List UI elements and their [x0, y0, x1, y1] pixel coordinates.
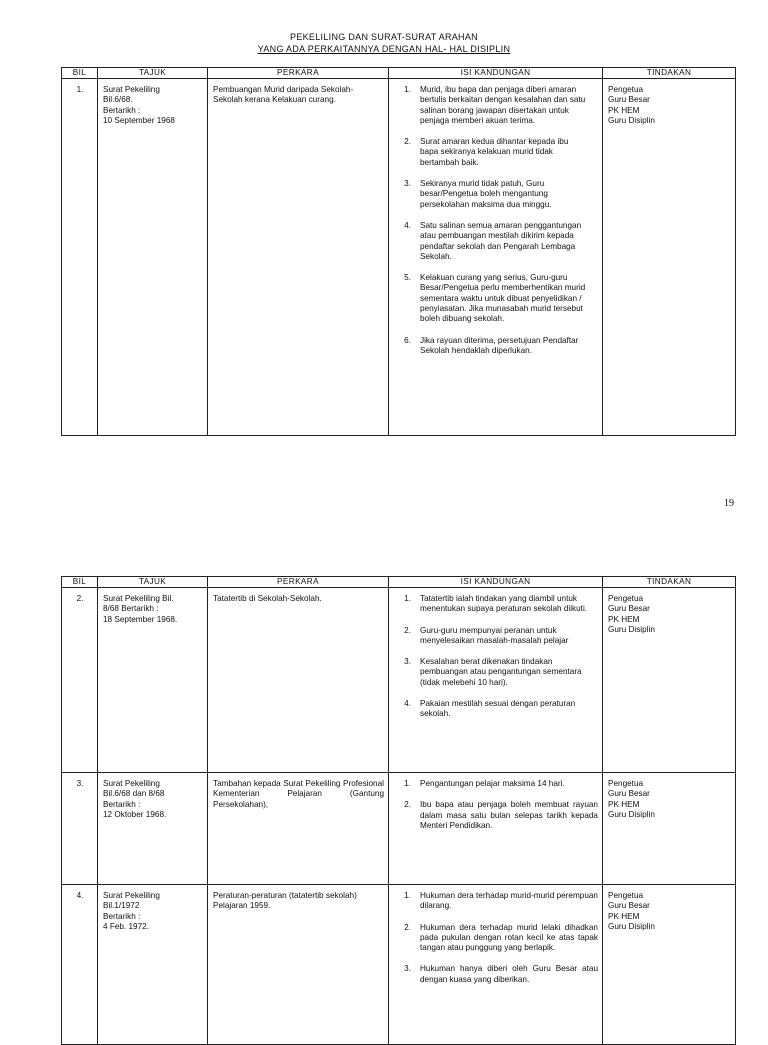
list-item: 4. Pakaian mestilah sesuai dengan peraturan sekolah. — [404, 699, 576, 719]
list-item: 3. Hukuman hanya diberi oleh Guru Besar atau dengan kuasa yang diberikan. — [404, 964, 598, 984]
tindakan-line: Guru Disiplin — [608, 115, 655, 125]
cell-perkara — [208, 79, 389, 436]
col-bil: BIL — [62, 577, 98, 588]
tindakan-line: Guru Besar — [608, 901, 650, 911]
table-row — [62, 588, 736, 773]
cell-bil: 3. — [62, 773, 98, 885]
perkara-text: Peraturan-peraturan (tatatertib sekolah) Pelajaran 1959. — [213, 891, 357, 911]
tindakan-line: Guru Disiplin — [608, 921, 655, 931]
table-header-row — [62, 577, 736, 588]
tindakan-line: Pengetua — [608, 85, 644, 94]
col-isi-kandungan: ISI KANDUNGAN — [389, 68, 603, 79]
tindakan-line: PK HEM — [608, 105, 640, 115]
tajuk-line: Bil.6/68. — [103, 95, 133, 105]
tajuk-line: Bertarikh : — [103, 105, 141, 115]
list-item: 5. Kelakuan curang yang serius, Guru-guru Besar/Pengetua perlu memberhentikan murid sementara waktu untuk dibuat penyelidikan / penyiasatan. Jika munasabah murid tersebut boleh dibuang sekolah. — [404, 273, 586, 324]
table-row — [62, 79, 736, 436]
tindakan-line: Guru Besar — [608, 604, 650, 614]
list-item: 1. Hukuman dera terhadap murid-murid perempuan dilarang. — [404, 891, 598, 911]
list-item: 1. Murid, ibu bapa dan penjaga diberi amaran bertulis berkaitan dengan kesalahan dan satu salinan borang jawapan disertakan untuk penjaga memberi akuan terima. — [404, 85, 586, 125]
cell-perkara: Tatatertib di Sekolah-Sekolah. — [208, 588, 389, 773]
cell-tindakan — [603, 885, 736, 1045]
col-perkara: PERKARA — [208, 577, 389, 588]
page-number: 19 — [724, 498, 734, 509]
list-item: 2. Ibu bapa atau penjaga boleh membuat rayuan dalam masa satu bulan selepas tarikh kepada Menteri Pendidikan. — [404, 800, 598, 830]
tindakan-line: Guru Besar — [608, 789, 650, 799]
cell-isi-kandungan — [389, 79, 603, 436]
tajuk-line: Bertarikh : — [103, 799, 141, 809]
table-row — [62, 885, 736, 1045]
tindakan-line: Pengetua — [608, 594, 644, 603]
tindakan-line: Guru Besar — [608, 95, 650, 105]
list-item: 2. Surat amaran kedua dihantar kepada ibu bapa sekiranya kelakuan murid tidak bertambah baik. — [404, 137, 569, 167]
cell-isi-kandungan — [389, 885, 603, 1045]
tajuk-line: Surat Pekeliling — [103, 85, 160, 94]
list-item: 2. Hukuman dera terhadap murid lelaki dihadkan pada pukulan dengan rotan kecil ke atas tapak tangan atau punggung yang berlapik. — [404, 922, 598, 953]
tindakan-line: Pengetua — [608, 779, 644, 788]
tajuk-line: Bertarikh : — [103, 911, 141, 921]
list-item: 3. Kesalahan berat dikenakan tindakan pembuangan atau pengantungan sementara (tidak melebehi 10 hari). — [404, 657, 582, 687]
perkara-text: Pembuangan Murid daripada Sekolah-Sekolah kerana Kelakuan curang. — [213, 85, 354, 105]
cell-tindakan — [603, 79, 736, 436]
tajuk-line: Bil.6/68 dan 8/68 — [103, 789, 165, 799]
title-line-1: PEKELILING DAN SURAT-SURAT ARAHAN — [290, 32, 478, 42]
cell-tindakan — [603, 773, 736, 885]
circulars-table-page-1 — [61, 67, 736, 436]
tajuk-line: Surat Pekeliling Bil. — [103, 594, 174, 603]
cell-tindakan — [603, 588, 736, 773]
tindakan-line: Pengetua — [608, 891, 644, 900]
cell-perkara — [208, 885, 389, 1045]
tindakan-line: PK HEM — [608, 911, 640, 921]
list-item: 2. Guru-guru mempunyai peranan untuk menyelesaikan masalah-masalah pelajar — [404, 625, 569, 645]
tajuk-line: 8/68 Bertarikh : — [103, 604, 159, 614]
tajuk-line: 12 Oktober 1968. — [103, 809, 167, 819]
col-bil: BIL — [62, 68, 98, 79]
cell-isi-kandungan — [389, 588, 603, 773]
tindakan-line: PK HEM — [608, 614, 640, 624]
tajuk-line: 18 September 1968. — [103, 614, 178, 624]
col-tajuk: TAJUK — [98, 577, 208, 588]
list-item: 1. Pengantungan pelajar maksima 14 hari. — [404, 779, 565, 788]
tindakan-line: Guru Disiplin — [608, 809, 655, 819]
tajuk-line: 10 September 1968 — [103, 115, 175, 125]
col-tajuk: TAJUK — [98, 68, 208, 79]
cell-tajuk — [98, 79, 208, 436]
col-perkara: PERKARA — [208, 68, 389, 79]
cell-bil: 1. — [62, 79, 98, 436]
tindakan-line: PK HEM — [608, 799, 640, 809]
tindakan-line: Guru Disiplin — [608, 624, 655, 634]
cell-tajuk — [98, 773, 208, 885]
title-line-2: YANG ADA PERKAITANNYA DENGAN HAL- HAL DISIPLIN — [257, 44, 511, 54]
cell-tajuk — [98, 588, 208, 773]
list-item: 6. Jika rayuan diterima, persetujuan Pendaftar Sekolah hendaklah diperlukan. — [404, 335, 579, 355]
col-tindakan: TINDAKAN — [603, 577, 736, 588]
cell-isi-kandungan — [389, 773, 603, 885]
list-item: 1. Tatatertib ialah tindakan yang diambil untuk menentukan supaya peraturan sekolah diikuti. — [404, 594, 588, 614]
tajuk-line: Surat Pekeliling — [103, 779, 160, 788]
cell-tajuk — [98, 885, 208, 1045]
circulars-table-page-2 — [61, 576, 736, 1045]
tajuk-line: Surat Pekeliling — [103, 891, 160, 900]
list-item: 3. Sekiranya murid tidak patuh, Guru besar/Pengetua boleh mengantung persekolahan maksima dua minggu. — [404, 179, 552, 209]
list-item: 4. Satu salinan semua amaran penggantungan atau pembuangan mestilah dikirim kepada pendaftar sekolah dan Pengarah Lembaga Sekolah. — [404, 220, 582, 261]
tajuk-line: 4 Feb. 1972. — [103, 921, 149, 931]
col-tindakan: TINDAKAN — [603, 68, 736, 79]
col-isi-kandungan: ISI KANDUNGAN — [389, 577, 603, 588]
cell-bil: 4. — [62, 885, 98, 1045]
cell-perkara: Tambahan kepada Surat Pekeliling Profesional Kementerian Pelajaran (Gantung Persekolahan), — [208, 773, 389, 885]
table-header-row — [62, 68, 736, 79]
cell-bil: 2. — [62, 588, 98, 773]
table-row — [62, 773, 736, 885]
tajuk-line: Bil.1/1972 — [103, 901, 140, 911]
